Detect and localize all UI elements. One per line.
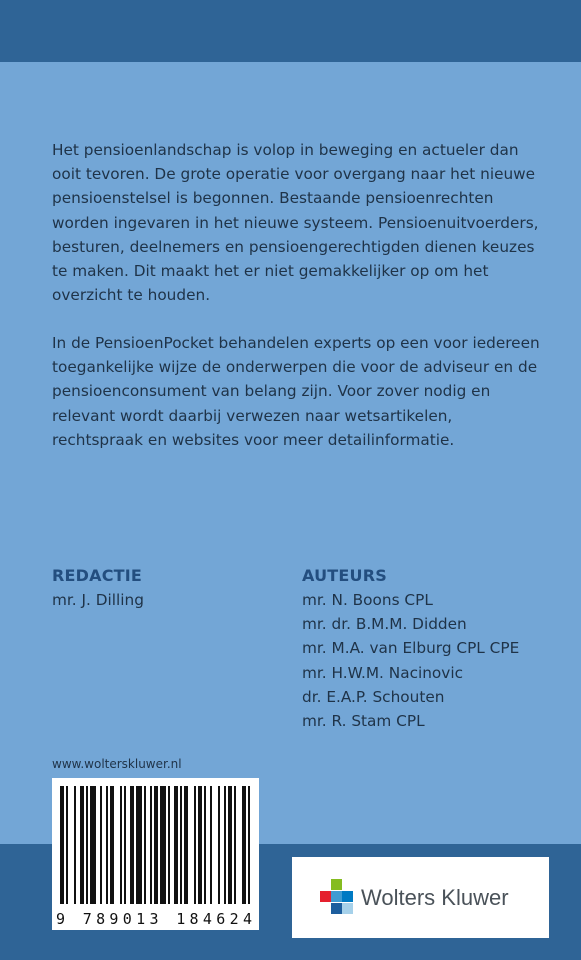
barcode-bar: [160, 786, 166, 904]
isbn-barcode: [52, 778, 259, 930]
author-name: mr. N. Boons CPL: [302, 591, 433, 609]
barcode-bar: [154, 786, 158, 904]
barcode-bar: [194, 786, 196, 904]
author-name: dr. E.A.P. Schouten: [302, 687, 445, 706]
barcode-bar: [184, 786, 188, 904]
publisher-logo: [292, 857, 549, 938]
top-band: [0, 0, 581, 62]
barcode-bar: [168, 786, 170, 904]
auteurs-heading: AUTEURS: [302, 566, 387, 585]
wolters-kluwer-logo-icon: [320, 879, 354, 915]
barcode-bar: [66, 786, 68, 904]
barcode-bar: [80, 786, 84, 904]
redactie-section: [52, 566, 144, 612]
barcode-bar: [130, 786, 134, 904]
description-paragraph-2: In de PensioenPocket behandelen experts op een voor iedereen toegankelijke wijze de onderwerpen die voor de adviseur en de pensioenconsument van belang zijn. Voor zover nodig en relevant wordt daarbij verwezen naar wetsartikelen, rechtspraak en websites voor meer detailinformatie.: [52, 334, 540, 449]
author-name: mr. R. Stam CPL: [302, 712, 425, 731]
barcode-bar: [228, 786, 232, 904]
barcode-bar: [204, 786, 206, 904]
barcode-bar: [150, 786, 152, 904]
barcode-bar: [180, 786, 182, 904]
author-name: mr. dr. B.M.M. Didden: [302, 615, 467, 634]
redactie-name: mr. J. Dilling: [52, 591, 144, 609]
barcode-bar: [60, 786, 64, 904]
barcode-bar: [144, 786, 146, 904]
publisher-name: Wolters Kluwer: [361, 885, 509, 910]
website-url: www.wolterskluwer.nl: [52, 757, 182, 771]
barcode-bar: [106, 786, 108, 904]
auteurs-section: [302, 566, 519, 733]
barcode-bar: [120, 786, 122, 904]
barcode-bar: [74, 786, 76, 904]
author-name: mr. H.W.M. Nacinovic: [302, 663, 464, 682]
description-paragraph-1: Het pensioenlandschap is volop in beweging en actueler dan ooit tevoren. De grote operatie voor overgang naar het nieuwe pensioenstelsel is begonnen. Bestaande pensioenrechten worden ingevaren in het nieuwe systeem. Pensioenuitvoerders, besturen, deelnemers en pensioengerechtigden dienen keuzes te maken. Dit maakt het er niet gemakkelijker op om het overzicht te houden.: [52, 141, 539, 305]
barcode-bar: [174, 786, 178, 904]
barcode-bar: [242, 786, 246, 904]
barcode-bar: [100, 786, 102, 904]
author-name: mr. M.A. van Elburg CPL CPE: [302, 639, 520, 658]
barcode-bar: [210, 786, 212, 904]
barcode-bar: [124, 786, 126, 904]
barcode-digits: 9 789013 184624: [56, 910, 253, 928]
barcode-bar: [234, 786, 236, 904]
barcode-bar: [110, 786, 114, 904]
barcode-bar: [248, 786, 250, 904]
barcode-bar: [86, 786, 88, 904]
barcode-bar: [218, 786, 220, 904]
barcode-bar: [224, 786, 226, 904]
barcode-bar: [90, 786, 96, 904]
redactie-heading: REDACTIE: [52, 566, 143, 585]
barcode-bar: [136, 786, 142, 904]
barcode-bar: [198, 786, 202, 904]
